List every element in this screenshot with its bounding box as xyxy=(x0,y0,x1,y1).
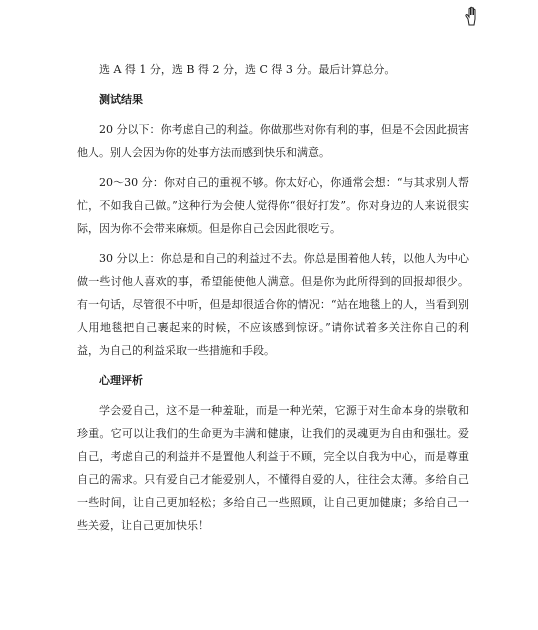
hand-pointer-icon[interactable] xyxy=(464,6,482,26)
analysis-body: 学会爱自己，这不是一种羞耻，而是一种光荣，它源于对生命本身的崇敬和珍重。它可以让我们的生命更为丰满和健康，让我们的灵魂更为自由和强壮。爱自己，考虑自己的利益并不是置他人利益于不顾，完全以自我为中心，而是尊重自己的需求。只有爱自己才能爱别人，不懂得自爱的人，往往会太薄。多给自己一些时间，让自己更加轻松；多给自己一些照顾，让自己更加健康；多给自己一些关爱，让自己更加快乐！ xyxy=(77,404,469,532)
document-body xyxy=(77,58,469,537)
result-over-30: 30 分以上：你总是和自己的利益过不去。你总是围着他人转，以他人为中心做一些讨他人喜欢的事，希望能使他人满意。但是你为此所得到的回报却很少。有一句话，尽管很不中听，但是却很适合你的情况：“站在地毯上的人，当看到别人用地毯把自己裹起来的时候，不应该感到惊讶。”请你试着多关注你自己的利益，为自己的利益采取一些措施和手段。 xyxy=(77,252,469,357)
result-under-20: 20 分以下：你考虑自己的利益。你做那些对你有利的事，但是不会因此损害他人。别人会因为你的处事方法而感到快乐和满意。 xyxy=(77,123,469,159)
result-20-30: 20～30 分：你对自己的重视不够。你太好心，你通常会想：“与其求别人帮忙，不如我自己做。”这种行为会使人觉得你“很好打发”。你对身边的人来说很实际，因为你不会带来麻烦。但是你自己会因此很吃亏。 xyxy=(77,176,469,235)
results-heading: 测试结果 xyxy=(99,93,143,106)
scoring-line: 选 A 得 1 分，选 B 得 2 分，选 C 得 3 分。最后计算总分。 xyxy=(99,63,396,76)
analysis-heading: 心理评析 xyxy=(99,374,143,387)
